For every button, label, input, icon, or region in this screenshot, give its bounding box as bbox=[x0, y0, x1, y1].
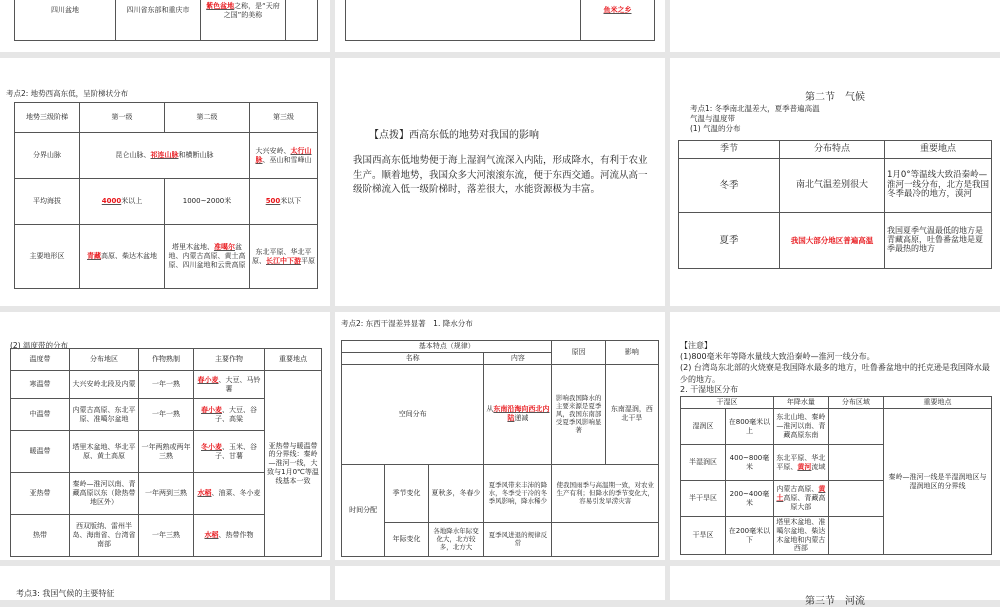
cell-text: 昆仑山脉、 bbox=[115, 151, 151, 160]
region-name: 湿润区 bbox=[681, 409, 726, 445]
column-header: 第二级 bbox=[165, 103, 250, 133]
basin-feature-text: 之称，是“天府之国”的美称 bbox=[223, 1, 280, 19]
cell-text: 、热带作物 bbox=[218, 531, 254, 540]
crop-cell bbox=[194, 371, 265, 399]
answer-text: 我国大部分地区普遍高温 bbox=[790, 235, 874, 245]
crop-cell bbox=[194, 515, 265, 557]
cell-text: 递减 bbox=[514, 414, 529, 422]
answer-text: 冬小麦 bbox=[201, 442, 222, 451]
basin-name: 四川盆地 bbox=[15, 0, 116, 41]
basin-table bbox=[14, 0, 318, 41]
column-header: 分布特点 bbox=[780, 141, 885, 159]
year-label: 年际变化 bbox=[385, 522, 428, 556]
cell-text: 流域 bbox=[811, 462, 826, 471]
column-header: 第一级 bbox=[80, 103, 165, 133]
area-cell bbox=[773, 481, 828, 517]
area-cell: 东北山地、秦岭—淮河以南、青藏高原东南 bbox=[773, 409, 828, 445]
row-label: 分界山脉 bbox=[15, 133, 80, 179]
dry-wet-table bbox=[680, 396, 992, 555]
column-header: 名称 bbox=[342, 352, 484, 364]
note-2: (2) 台湾岛东北部的火烧寮是我国降水最多的地方，吐鲁番盆地中的托克逊是我国降水最少的地方。 bbox=[680, 363, 990, 384]
rain-cell: 400~800毫米 bbox=[726, 445, 774, 481]
year-content: 各地降水年际变化大，北方较多，北方大 bbox=[428, 522, 484, 556]
cell-text: 高原、青藏高原大部 bbox=[783, 494, 826, 511]
answer-text: 长江中下游 bbox=[266, 256, 301, 265]
table-cell bbox=[80, 225, 165, 289]
answer-text: 春小麦 bbox=[201, 405, 222, 414]
region-name: 干旱区 bbox=[681, 517, 726, 555]
slide-header: 考点2: 地势西高东低，呈阶梯状分布 bbox=[6, 89, 129, 98]
column-header: 影响 bbox=[605, 341, 658, 365]
answer-text: 水稻 bbox=[204, 531, 219, 540]
space-content bbox=[484, 364, 552, 464]
table-cell bbox=[250, 179, 318, 225]
cell-text: 内蒙古高原、黄土高原、四川盆地和云贵高原 bbox=[168, 252, 246, 269]
cell-text: 、油菜、冬小麦 bbox=[211, 489, 261, 498]
basin-feature bbox=[201, 0, 286, 41]
slide-bottom-middle bbox=[335, 566, 665, 600]
reason-cell: 影响我国降水的主要来源是夏季风，我国东南部受夏季风影响显著 bbox=[552, 364, 605, 464]
answer-text: 黄土 bbox=[776, 485, 826, 503]
effect-cell: 东南湿润，西北干旱 bbox=[605, 364, 658, 464]
note-title: 【注意】 bbox=[680, 341, 712, 350]
slide-temperature bbox=[670, 58, 1000, 306]
subheading: 2. 干湿地区分布 bbox=[680, 385, 739, 394]
zone-cell: 中温带 bbox=[11, 399, 70, 431]
answer-text: 4000 bbox=[101, 197, 122, 206]
cell-text: 米以下 bbox=[280, 197, 302, 206]
answer-text: 祁连山脉 bbox=[150, 151, 179, 160]
season-label: 季节变化 bbox=[385, 464, 428, 522]
answer-text: 准噶尔 bbox=[214, 243, 235, 252]
subtopic-heading: (1) 气温的分布 bbox=[690, 124, 741, 133]
answer-text: 太行山脉 bbox=[255, 146, 312, 164]
table-cell bbox=[80, 133, 250, 179]
rain-cell: 在800毫米以上 bbox=[726, 409, 774, 445]
row-label: 平均海拔 bbox=[15, 179, 80, 225]
table-cell bbox=[80, 179, 165, 225]
crop-system-cell: 一年一熟 bbox=[139, 399, 194, 431]
subtopic-heading: 气温与温度带 bbox=[690, 114, 735, 123]
zone-cell: 暖温带 bbox=[11, 431, 70, 473]
zone-cell: 寒温带 bbox=[11, 371, 70, 399]
space-label: 空间分布 bbox=[342, 364, 484, 464]
time-label: 时间分配 bbox=[342, 464, 385, 556]
empty-cell bbox=[346, 0, 581, 41]
precipitation-table bbox=[341, 340, 659, 557]
slide-terrain-steps bbox=[0, 58, 330, 306]
cell-text: 米以上 bbox=[121, 197, 143, 206]
cell-text: 高原、柴达木盆地 bbox=[101, 252, 157, 261]
crop-cell bbox=[194, 431, 265, 473]
cell-text: 、玉米、谷子、甘薯 bbox=[215, 442, 257, 460]
place-cell: 我国夏季气温最低的地方是青藏高原，吐鲁番盆地是夏季最热的地方 bbox=[885, 213, 992, 269]
season-effect: 使我国雨季与高温期一致，对农业生产有利；但降水的季节变化大，容易引发旱涝灾害 bbox=[552, 464, 659, 522]
slide-header: 考点3: 我国气候的主要特征 bbox=[16, 589, 115, 598]
slide-bottom-left bbox=[0, 566, 330, 600]
cell-text: 东北平原、华北平原、 bbox=[252, 247, 312, 265]
column-header: 重要地点 bbox=[265, 349, 322, 371]
cell-text: 平原 bbox=[301, 256, 315, 265]
crop-system-cell: 一年两熟或两年三熟 bbox=[139, 431, 194, 473]
crop-system-cell: 一年两到三熟 bbox=[139, 473, 194, 515]
slide-header: 考点2: 东西干湿差异显著 1. 降水分布 bbox=[341, 319, 473, 328]
area-cell bbox=[773, 445, 828, 481]
table-cell bbox=[250, 225, 318, 289]
column-header: 分布地区 bbox=[70, 349, 139, 371]
season-cell: 冬季 bbox=[679, 159, 780, 213]
rain-cell: 在200毫米以下 bbox=[726, 517, 774, 555]
table-cell: 1000~2000米 bbox=[165, 179, 250, 225]
crop-system-cell: 一年一熟 bbox=[139, 371, 194, 399]
crop-cell bbox=[194, 399, 265, 431]
empty-cell bbox=[828, 517, 883, 555]
section-title: 第三节 河流 bbox=[805, 596, 865, 607]
rain-cell: 200~400毫米 bbox=[726, 481, 774, 517]
column-header: 重要地点 bbox=[883, 397, 991, 409]
column-header: 内容 bbox=[484, 352, 552, 364]
cell-text: 东北平原、华北平原、 bbox=[776, 453, 826, 471]
slide-dry-wet-regions bbox=[670, 312, 1000, 560]
answer-text: 黄河 bbox=[797, 462, 812, 471]
slide-top-right bbox=[670, 0, 1000, 52]
column-header: 原因 bbox=[552, 341, 605, 365]
column-header: 第三级 bbox=[250, 103, 318, 133]
answer-text: 500 bbox=[265, 197, 281, 206]
cell-text: 、大豆、谷子、高粱 bbox=[215, 405, 257, 423]
answer-text: 青藏 bbox=[87, 252, 101, 261]
season-cell: 夏季 bbox=[679, 213, 780, 269]
column-header: 地势三级阶梯 bbox=[15, 103, 80, 133]
fish-rice-label: 鱼米之乡 bbox=[603, 6, 632, 15]
important-cell: 亚热带与暖温带的分界线：秦岭—淮河一线，大致与1月0℃等温线基本一致 bbox=[265, 371, 322, 557]
season-content: 夏秋多，冬春少 bbox=[428, 464, 484, 522]
year-reason: 夏季风进退的规律反常 bbox=[484, 522, 552, 556]
topic-heading: 考点1: 冬季南北温差大，夏季普遍高温 bbox=[690, 104, 820, 113]
empty-cell bbox=[828, 445, 883, 481]
middle-top-table bbox=[345, 0, 655, 41]
column-header: 年降水量 bbox=[773, 397, 828, 409]
answer-text: 水稻 bbox=[197, 489, 212, 498]
slide-header: (2) 温度带的分布 bbox=[10, 341, 69, 350]
temperature-zone-table bbox=[10, 348, 322, 557]
cell-text: 和横断山脉 bbox=[178, 151, 214, 160]
terrain-steps-table bbox=[14, 102, 318, 289]
column-header: 基本特点（规律） bbox=[342, 341, 552, 353]
cell-text: 、大豆、马铃薯 bbox=[218, 375, 261, 393]
region-name: 半干旱区 bbox=[681, 481, 726, 517]
cell-text: 、巫山和雪峰山 bbox=[262, 155, 312, 164]
note-1: (1)800毫米年等降水量线大致沿秦岭—淮河一线分布。 bbox=[680, 352, 875, 361]
area-cell: 大兴安岭北段及内蒙 bbox=[70, 371, 139, 399]
crop-cell bbox=[194, 473, 265, 515]
fish-rice-cell bbox=[581, 0, 655, 41]
feature-cell bbox=[780, 213, 885, 269]
column-header: 主要作物 bbox=[194, 349, 265, 371]
column-header: 温度带 bbox=[11, 349, 70, 371]
tip-title: 【点拨】西高东低的地势对我国的影响 bbox=[369, 130, 539, 141]
crop-system-cell: 一年三熟 bbox=[139, 515, 194, 557]
cell-text: 盆地、 bbox=[168, 243, 242, 261]
column-header: 干湿区 bbox=[681, 397, 774, 409]
temperature-table bbox=[678, 140, 992, 269]
empty-cell bbox=[828, 481, 883, 517]
slide-temperature-zones bbox=[0, 312, 330, 560]
season-reason: 夏季风带来丰沛的降水，冬季受干冷的冬季风影响，降水稀少 bbox=[484, 464, 552, 522]
slide-top-middle bbox=[335, 0, 665, 52]
feature-cell: 南北气温差别很大 bbox=[780, 159, 885, 213]
region-name: 半湿润区 bbox=[681, 445, 726, 481]
cell-text: 塔里木盆地、 bbox=[172, 243, 214, 252]
area-cell: 秦岭—淮河以南、青藏高原以东（除热带地区外） bbox=[70, 473, 139, 515]
section-title: 第二节 气候 bbox=[805, 92, 865, 103]
empty-cell bbox=[828, 409, 883, 445]
slide-bottom-right bbox=[670, 566, 1000, 607]
column-header: 分布区域 bbox=[828, 397, 883, 409]
table-cell bbox=[250, 133, 318, 179]
column-header: 季节 bbox=[679, 141, 780, 159]
basin-location: 四川省东部和重庆市 bbox=[116, 0, 201, 41]
important-cell: 秦岭—淮河一线是半湿润地区与湿润地区的分界线 bbox=[883, 409, 991, 555]
area-cell: 西双版纳、雷州半岛、海南省、台湾省南部 bbox=[70, 515, 139, 557]
tip-body: 我国西高东低地势便于海上湿润气流深入内陆，形成降水，有利于农业生产。顺着地势，我国众多大河滚滚东流，便于东西交通。河流从高一级阶梯流入低一级阶梯时，落差很大，水能资源极为丰富。 bbox=[353, 155, 648, 196]
area-cell: 内蒙古高原、东北平原、准噶尔盆地 bbox=[70, 399, 139, 431]
slide-terrain-impact bbox=[335, 58, 665, 306]
purple-basin-label: 紫色盆地 bbox=[206, 1, 235, 10]
answer-text: 东南沿海向西北内陆 bbox=[493, 405, 550, 422]
cell-text: 大兴安岭、 bbox=[255, 146, 291, 155]
place-cell: 1月0°等温线大致沿秦岭—淮河一线分布，北方是我国冬季最冷的地方，漠河 bbox=[885, 159, 992, 213]
area-cell: 塔里木盆地、准噶尔盆地、柴达木盆地和内蒙古西部 bbox=[773, 517, 828, 555]
empty-cell bbox=[552, 522, 659, 556]
empty-cell bbox=[286, 0, 318, 41]
column-header: 重要地点 bbox=[885, 141, 992, 159]
cell-text: 从 bbox=[486, 405, 494, 414]
zone-cell: 热带 bbox=[11, 515, 70, 557]
zone-cell: 亚热带 bbox=[11, 473, 70, 515]
slide-top-left bbox=[0, 0, 330, 52]
area-cell: 塔里木盆地、华北平原、黄土高原 bbox=[70, 431, 139, 473]
answer-text: 春小麦 bbox=[197, 375, 219, 384]
slide-precipitation bbox=[335, 312, 665, 560]
table-cell bbox=[165, 225, 250, 289]
row-label: 主要地形区 bbox=[15, 225, 80, 289]
column-header: 作物熟制 bbox=[139, 349, 194, 371]
cell-text: 内蒙古高原、 bbox=[776, 485, 819, 494]
